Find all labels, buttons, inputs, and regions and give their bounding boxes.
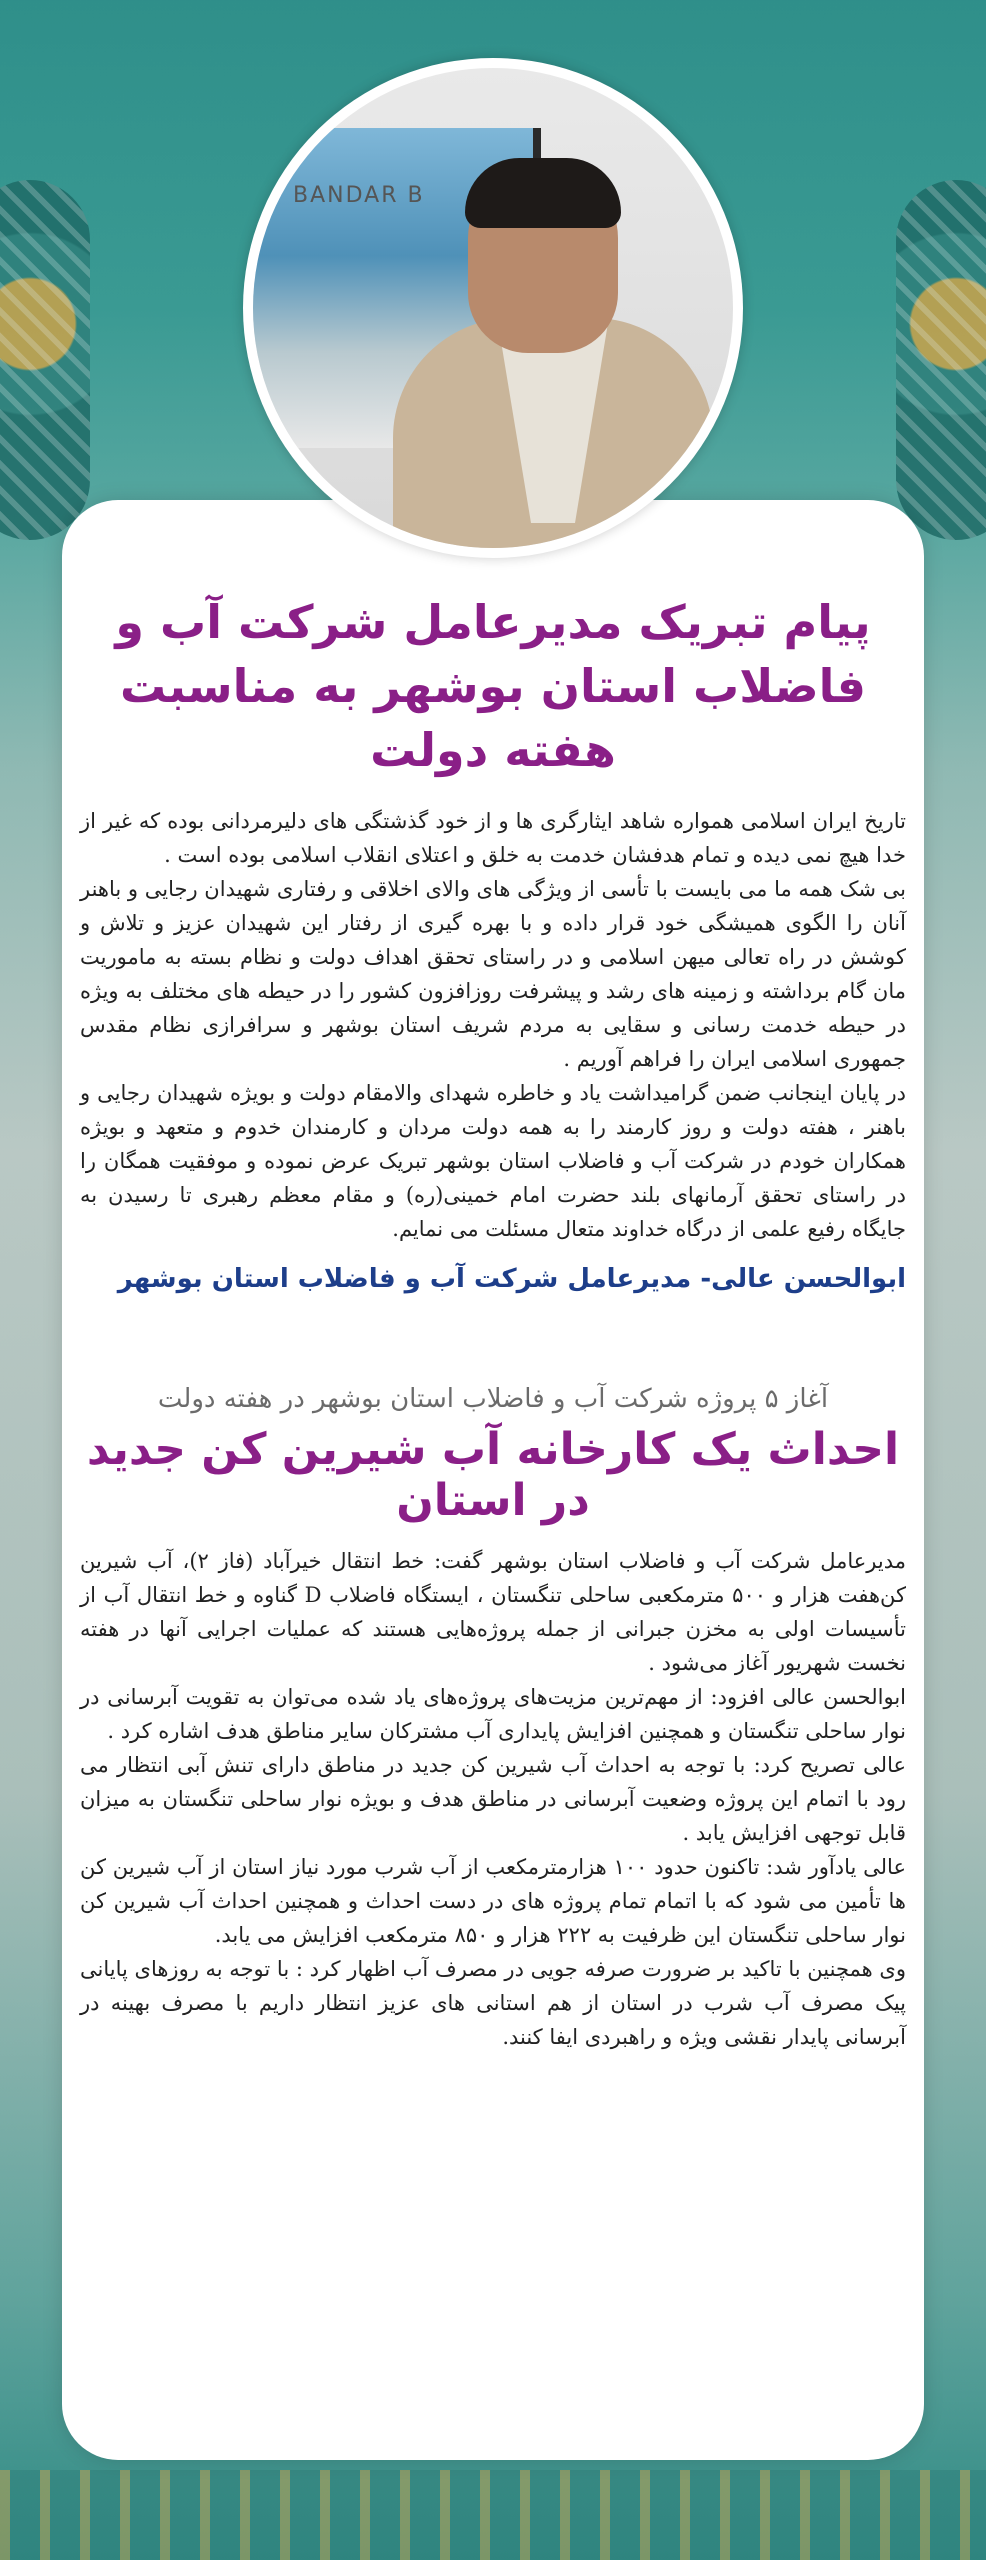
bottom-ornament [0, 2470, 986, 2560]
news-paragraph-4: عالی یادآور شد: تاکنون حدود ۱۰۰ هزارمترمکعب از آب شرب مورد نیاز استان از آب شیرین کن ها تأمین می شود که با اتمام تمام پروژه های در دست احداث و همچنین احداث آب شیرین کن نوار ساحلی تنگستان این ظرفیت به ۲۲۲ هزار و ۸۵۰ مترمکعب افزایش می یابد. [80, 1855, 906, 1947]
ornament-left [0, 180, 90, 540]
ornament-right [896, 180, 986, 540]
article-content [80, 590, 906, 2054]
news-title: احداث یک کارخانه آب شیرین کن جدید در استان [86, 1424, 900, 1526]
portrait-frame [243, 58, 743, 558]
message-title: پیام تبریک مدیرعامل شرکت آب و فاضلاب استان بوشهر به مناسبت هفته دولت [115, 595, 871, 777]
board-text: BANDAR B [293, 183, 425, 208]
news-subtitle: آغاز ۵ پروژه شرکت آب و فاضلاب استان بوشهر در هفته دولت [157, 1384, 829, 1414]
portrait-photo [253, 68, 733, 548]
person-hair [465, 158, 621, 228]
message-paragraph-3: در پایان اینجانب ضمن گرامیداشت یاد و خاطره شهدای والامقام دولت و بویژه شهیدان رجایی و باهنر ، هفته دولت و روز کارمند را به همه دولت مردان و کارمندان خدوم و متعهد و بویژه همکاران خودم در شرکت آب و فاضلاب استان بوشهر تبریک عرض نموده و موفقیت همگان را در راستای تحقق آرمانهای بلند حضرت امام خمینی(ره) و مقام معظم رهبری تا رسیدن به جایگاه رفیع علمی از درگاه خداوند متعال مسئلت می نمایم. [80, 1081, 906, 1241]
news-paragraph-3: عالی تصریح کرد: با توجه به احداث آب شیرین کن جدید در مناطق دارای تنش آبی انتظار می رود با اتمام این پروژه وضعیت آبرسانی در مناطق هدف و بویژه نوار ساحلی تنگستان به میزان قابل توجهی افزایش یابد . [80, 1753, 906, 1845]
message-paragraph-1: تاریخ ایران اسلامی همواره شاهد ایثارگری ها و از خود گذشتگی های دلیرمردانی بوده که غیر از خدا هیچ نمی دیده و تمام هدفشان خدمت به خلق و اعتلای انقلاب اسلامی بوده است . [80, 809, 906, 867]
message-paragraph-2: بی شک همه ما می بایست با تأسی از ویژگی های والای اخلاقی و رفتاری شهیدان رجایی و باهنر آنان را الگوی همیشگی خود قرار داده و با بهره گیری از رفتار این شهیدان عزیز و تلاش و کوشش در راه تعالی میهن اسلامی و در راستای تحقق اهداف دولت و نظام بسته به ماموریت مان گام برداشته و زمینه های رشد و پیشرفت روزافزون کشور را در حیطه های مختلف به ویژه در حیطه خدمت رسانی و سقایی به مردم شریف استان بوشهر و سرافرازی نظام مقدس جمهوری اسلامی ایران را فراهم آوریم . [80, 877, 906, 1071]
news-paragraph-5: وی همچنین با تاکید بر ضرورت صرفه جویی در مصرف آب اظهار کرد : با توجه به روزهای پایانی پیک مصرف آب شرب در استان از هم استانی های عزیز انتظار داریم با مصرف بهینه در آبرسانی پایدار نقشی ویژه و راهبردی ایفا کنند. [80, 1957, 906, 2049]
signature: ابوالحسن عالی- مدیرعامل شرکت آب و فاضلاب استان بوشهر [117, 1264, 906, 1294]
news-paragraph-1: مدیرعامل شرکت آب و فاضلاب استان بوشهر گفت: خط انتقال خیرآباد (فاز ۲)، آب شیرین کن‌هفت هزار و ۵۰۰ مترمکعبی ساحلی تنگستان ، ایستگاه فاضلاب D گناوه و خط انتقال آب از تأسیسات اولی به مخزن جبرانی از جمله پروژه‌هایی هستند که عملیات اجرایی آنها در هفته نخست شهریور آغاز می‌شود . [80, 1549, 907, 1675]
news-paragraph-2: ابوالحسن عالی افزود: از مهم‌ترین مزیت‌های پروژه‌های یاد شده می‌توان به تقویت آبرسانی در نوار ساحلی تنگستان و همچنین افزایش پایداری آب مشترکان سایر مناطق هدف اشاره کرد . [80, 1685, 906, 1743]
